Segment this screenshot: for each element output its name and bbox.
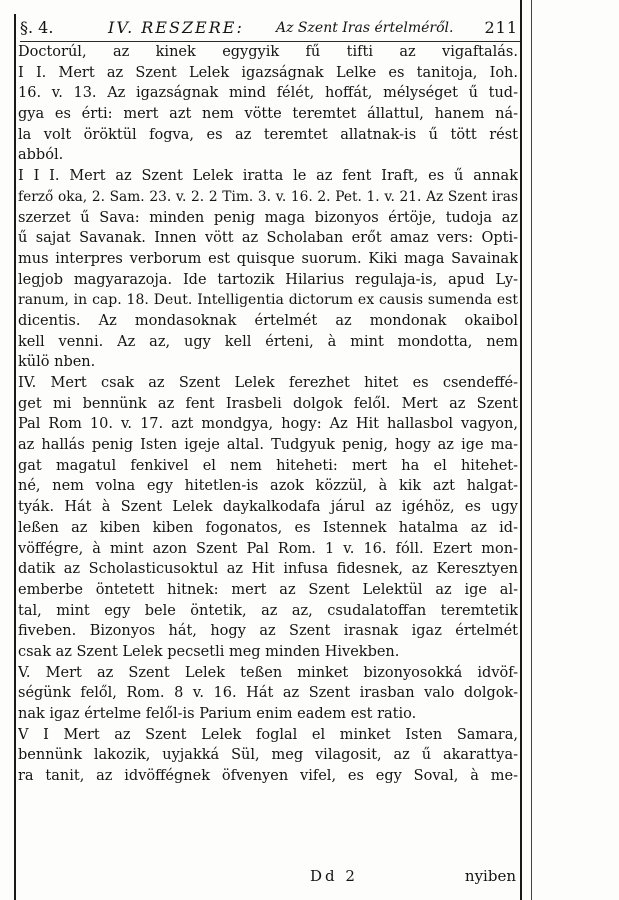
text-line: tal, mint egy bele öntetik, az az, csudalatoffan teremtetik xyxy=(18,602,518,619)
text-line: legjob magyarazoja. Ide tartozik Hilarius regulaja-is, apud Ly- xyxy=(18,271,518,288)
body-text xyxy=(18,42,518,787)
text-line: nak igaz értelme felől-is Parium enim eadem est ratio. xyxy=(18,706,417,722)
text-line: V I Mert az Szent Lelek foglal el minket Isten Samara, xyxy=(18,726,518,743)
running-header xyxy=(20,15,520,41)
catchword: nyiben xyxy=(464,867,516,885)
text-line: Pal Rom 10. v. 17. azt mondgya, hogy: Az Hit hallasbol vagyon, xyxy=(18,416,518,433)
text-line: datik az Scholasticusoktul az Hit infusa fidesnek, az Keresztyen xyxy=(18,561,518,578)
right-margin-inner-rule xyxy=(531,0,532,900)
text-line: vöffégre, à mint azon Szent Pal Rom. 1 v. 16. fóll. Ezert mon- xyxy=(18,540,518,557)
text-line: abból. xyxy=(18,147,64,164)
page-number: 211 xyxy=(484,18,518,37)
text-line: la volt öröktül fogva, es az teremtet allatnak-is ű tött rést xyxy=(18,126,518,143)
text-line: külö nben. xyxy=(18,354,96,371)
text-line: ségünk felől, Rom. 8 v. 16. Hát az Szent irasban valo dolgok- xyxy=(18,685,518,702)
text-line: gya es érti: mert azt nem vötte teremtet állattul, hanem ná- xyxy=(18,106,518,123)
text-line: 16. v. 13. Az igazságnak mind félét, hoffát, mélységet ű tud- xyxy=(18,85,518,102)
left-margin-rule xyxy=(14,14,16,900)
text-line: ra tanit, az idvöffégnek öfvenyen vifel, es egy Soval, à me- xyxy=(18,768,518,785)
text-line: emberbe öntetett hitnek: mert az Szent Lelektül az ige al- xyxy=(18,581,518,598)
text-line: kell venni. Az az, ugy kell érteni, à mint mondotta, nem xyxy=(18,333,518,350)
page-footer xyxy=(20,864,520,888)
text-line: né, nem volna egy hitetlen-is azok közzül, à kik azt halgat- xyxy=(18,478,518,495)
text-line: dicentis. Az mondasoknak értelmét az mondonak okaibol xyxy=(18,312,518,329)
text-line: V. Mert az Szent Lelek teßen minket bizonyosokká idvöf- xyxy=(18,664,518,681)
text-line: szerzet ű Sava: minden penig maga bizonyos értöje, tudoja az xyxy=(18,209,518,226)
text-line: I I I. Mert az Szent Lelek iratta le az fent Iraft, es ű annak xyxy=(18,168,518,185)
text-line: az hallás penig Isten igeje altal. Tudgyuk penig, hogy az ige ma- xyxy=(18,437,518,454)
text-line: gat magatul fenkivel el nem hiteheti: mert ha el hitehet- xyxy=(18,457,518,474)
signature-mark: Dd 2 xyxy=(310,867,358,885)
text-line: I I. Mert az Szent Lelek igazságnak Lelke es tanitoja, Ioh. xyxy=(18,64,518,81)
text-line: tyák. Hát à Szent Lelek daykalkodafa járul az igéhöz, es ugy xyxy=(18,499,518,516)
text-line: bennünk lakozik, uyjakká Sül, meg vilagosit, az ű akarattya- xyxy=(18,747,518,764)
text-line: ű sajat Savanak. Innen vött az Scholaban erőt amaz vers: Opti- xyxy=(18,230,518,247)
text-line: ferző oka, 2. Sam. 23. v. 2. 2 Tim. 3. v. 16. 2. Pet. 1. v. 21. Az Szent iras xyxy=(18,188,518,205)
part-title: IV. RESZERE: xyxy=(108,18,244,37)
text-line: IV. Mert csak az Szent Lelek ferezhet hitet es csendeffé- xyxy=(18,375,518,391)
text-line: mus interpres verborum est quisque suorum. Kiki maga Savainak xyxy=(18,250,518,267)
text-line: ranum, in cap. 18. Deut. Intelligentia dictorum ex causis sumenda est xyxy=(18,292,518,309)
text-line: csak az Szent Lelek pecsetli meg minden Hivekben. xyxy=(18,643,400,660)
section-number: §. 4. xyxy=(20,18,54,37)
text-line: fiveben. Bizonyos hát, hogy az Szent irasnak igaz értelmét xyxy=(18,623,518,640)
text-line: get mi bennünk az fent Irasbeli dolgok felől. Mert az Szent xyxy=(18,395,518,412)
right-margin-rule xyxy=(520,0,522,900)
subject-title: Az Szent Iras értelméről. xyxy=(276,20,454,36)
text-line: Doctorúl, az kinek egygyik fű tifti az vigaftalás. xyxy=(18,44,518,60)
text-line: leßen az kiben kiben fogonatos, es Istennek hatalma az id- xyxy=(18,519,518,536)
